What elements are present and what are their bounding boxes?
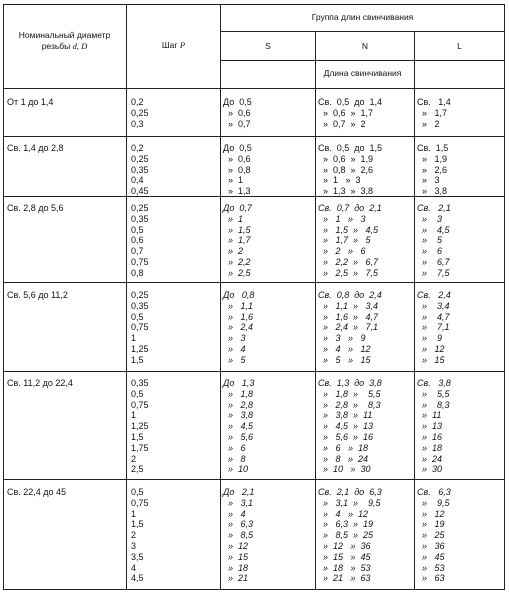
header-pitch-var: P: [179, 40, 186, 50]
header-diameter-label: Номинальный диаметр резьбы: [18, 30, 111, 51]
row-4-diameter: Св. 5,6 до 11,2: [7, 290, 68, 300]
table-border-right: [504, 4, 505, 590]
row-1-length-l: Св. 1,4 » 1,7 » 2: [417, 97, 451, 129]
row-6-length-l: Св. 6,3 » 9,5 » 12 » 19 » 25 » 36 » 45 » 53 » 63: [417, 487, 451, 584]
row-4-length-n: Св. 0,8 до 2,4 » 1,1 » 3,4 » 1,6 » 4,7 » 2,4 » 7,1 » 3 » 9 » 4 » 12 » 5 » 15: [318, 290, 382, 365]
row-rule: [3, 371, 505, 372]
row-3-length-s: До 0,7 » 1 » 1,5 » 1,7 » 2 » 2,2 » 2,5: [223, 203, 252, 278]
header-rule: [220, 31, 505, 32]
row-2-diameter: Св. 1,4 до 2,8: [7, 143, 64, 153]
row-6-length-s: До 2,1 » 3,1 » 4 » 6,3 » 8,5 » 12 » 15 » 18 » 21: [223, 487, 255, 584]
row-4-length-l: Св. 2,4 » 3,4 » 4,7 » 7,1 » 9 » 12 » 15: [417, 290, 451, 365]
table-border-left: [3, 4, 4, 590]
column-divider: [220, 4, 221, 590]
row-rule: [3, 282, 505, 283]
header-group-n: N: [361, 41, 369, 51]
header-length-title: Длина свинчивания: [323, 68, 402, 78]
row-1-length-n: Св. 0,5 до 1,4 » 0,6 » 1,7 » 0,7 » 2: [318, 97, 383, 129]
row-1-diameter: От 1 до 1,4: [7, 97, 54, 107]
header-pitch-label: Шаг: [161, 40, 178, 50]
row-1-length-s: До 0,5 » 0,6 » 0,7: [223, 97, 252, 129]
row-rule: [3, 136, 505, 137]
row-5-pitch: 0,35 0,5 0,75 1 1,25 1,5 1,75 2 2,5: [131, 378, 149, 475]
header-bottom-rule: [3, 88, 505, 89]
row-3-length-l: Св. 2,1 » 3 » 4,5 » 5 » 6 » 6,7 » 7,5: [417, 203, 451, 278]
row-5-length-n: Св. 1,3 до 3,8 » 1,8 » 5,5 » 2,8 » 8,3 » 3,8 » 11 » 4,5 » 13 » 5,6 » 16 » 6 » 18 » 8 » 24 » 10 » 30: [318, 378, 382, 475]
header-group-title: Группа длин свинчивания: [311, 12, 414, 22]
row-3-pitch: 0,25 0,35 0,5 0,6 0,7 0,75 0,8: [131, 203, 149, 278]
row-3-length-n: Св. 0,7 до 2,1 » 1 » 3 » 1,5 » 4,5 » 1,7 » 5 » 2 » 6 » 2,2 » 6,7 » 2,5 » 7,5: [318, 203, 382, 278]
row-5-length-s: До 1,3 » 1,8 » 2,8 » 3,8 » 4,5 » 5,6 » 6 » 8 » 10: [223, 378, 255, 475]
row-5-length-l: Св. 3,8 » 5,5 » 8,3 » 11 » 13 » 16 » 18 » 24 » 30: [417, 378, 451, 475]
header-pitch: [127, 40, 220, 51]
header-rule: [220, 60, 505, 61]
row-5-diameter: Св. 11,2 до 22,4: [7, 378, 73, 388]
row-4-pitch: 0,25 0,35 0,5 0,75 1 1,25 1,5: [131, 290, 149, 365]
row-2-length-n: Св. 0,5 до 1,5 » 0,6 » 1,9 » 0,8 » 2,6 » 1 » 3 » 1,3 » 3,8: [318, 143, 383, 197]
column-divider: [126, 4, 127, 590]
header-diameter-vars: d, D: [72, 41, 88, 51]
column-divider: [315, 31, 316, 590]
row-6-length-n: Св. 2,1 до 6,3 » 3,1 » 9,5 » 4 » 12 » 6,3 » 19 » 8,5 » 25 » 12 » 36 » 15 » 45 » 18 » 53 » 21 » 63: [318, 487, 382, 584]
table-border-bottom: [3, 589, 505, 590]
thread-length-table: [3, 4, 505, 590]
column-divider: [414, 31, 415, 590]
row-3-diameter: Св. 2,8 до 5,6: [7, 203, 64, 213]
row-4-length-s: До 0,8 » 1,1 » 1,6 » 2,4 » 3 » 4 » 5: [223, 290, 255, 365]
row-rule: [3, 479, 505, 480]
header-group-l: L: [457, 41, 462, 51]
row-2-length-l: Св. 1,5 » 1,9 » 2,6 » 3 » 3,8: [417, 143, 449, 197]
row-6-pitch: 0,5 0,75 1 1,5 2 3 3,5 4 4,5: [131, 487, 149, 584]
table-border-top: [3, 4, 505, 5]
row-1-pitch: 0,2 0,25 0,3: [131, 97, 149, 129]
header-diameter: [5, 30, 124, 52]
row-6-diameter: Св. 22,4 до 45: [7, 487, 67, 497]
header-group-s: S: [265, 41, 271, 51]
row-2-pitch: 0,2 0,25 0,35 0,4 0,45: [131, 143, 149, 197]
row-2-length-s: До 0,5 » 0,6 » 0,8 » 1 » 1,3: [223, 143, 252, 197]
